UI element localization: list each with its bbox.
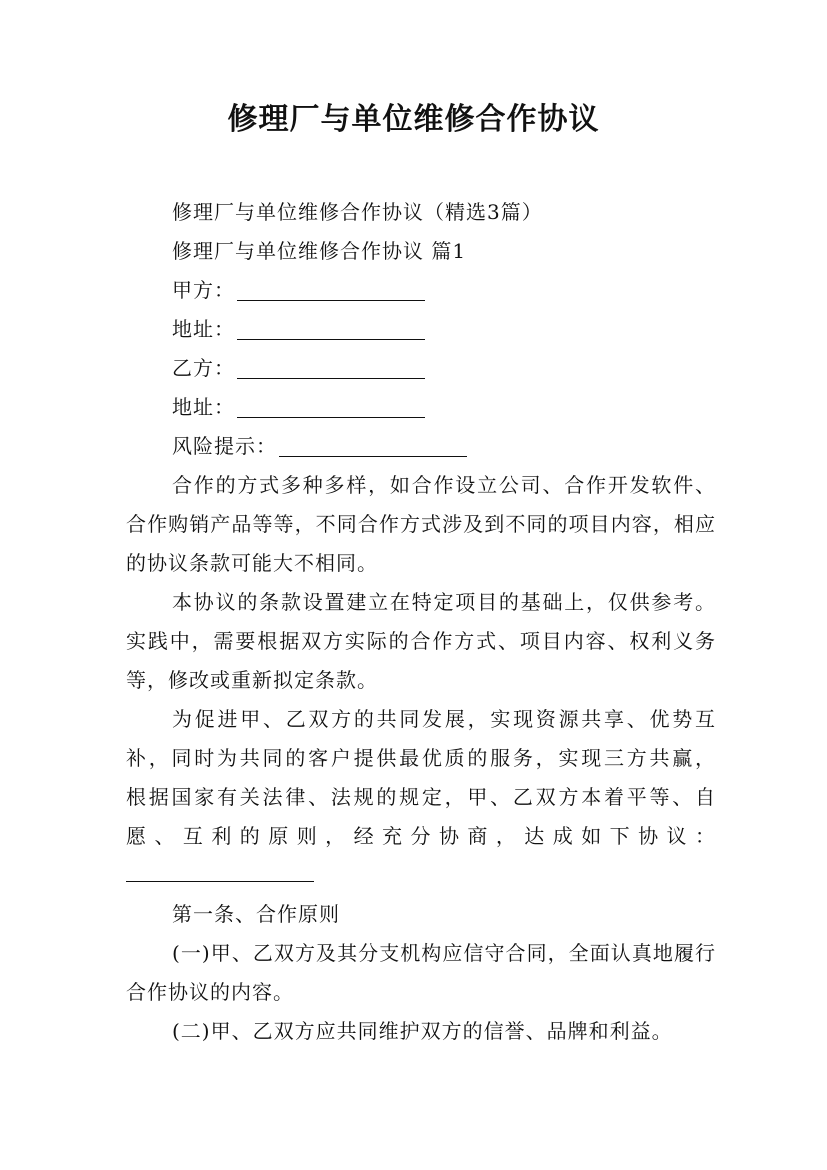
party-a-address-blank xyxy=(237,338,425,340)
party-a-address-label: 地址： xyxy=(172,317,235,341)
risk-notice-label: 风险提示： xyxy=(172,434,277,458)
party-b-label: 乙方： xyxy=(172,356,235,380)
party-a-blank xyxy=(237,299,425,301)
document-body xyxy=(126,193,716,1051)
article-1-heading: 第一条、合作原则 xyxy=(172,902,340,926)
intro-line-4: 愿、互利的原则，经充分协商，达成如下协议： xyxy=(126,824,716,848)
article-1-item-2: (二)甲、乙双方应共同维护双方的信誉、品牌和利益。 xyxy=(172,1019,673,1043)
document-subtitle: 修理厂与单位维修合作协议（精选3篇） xyxy=(172,200,543,224)
party-a-address-field xyxy=(126,310,716,349)
intro-line-3: 根据国家有关法律、法规的规定，甲、乙双方本着平等、自 xyxy=(126,785,716,809)
article-1-item-1: (一)甲、乙双方及其分支机构应信守合同，全面认真地履行合作协议的内容。 xyxy=(126,941,716,1004)
section-heading: 修理厂与单位维修合作协议 篇1 xyxy=(172,239,467,263)
risk-notice-blank xyxy=(279,455,467,457)
intro-line-2: 补，同时为共同的客户提供最优质的服务，实现三方共赢， xyxy=(126,746,716,770)
signature-blank-line xyxy=(126,856,716,895)
party-b-address-field xyxy=(126,388,716,427)
party-a-label: 甲方： xyxy=(172,278,235,302)
document-title: 修理厂与单位维修合作协议 xyxy=(227,102,600,137)
risk-notice-field xyxy=(126,427,716,466)
party-a-field xyxy=(126,271,716,310)
paragraph-intro xyxy=(126,700,716,895)
party-b-blank xyxy=(237,377,425,379)
intro-blank xyxy=(126,880,314,882)
paragraph-reference-note: 本协议的条款设置建立在特定项目的基础上，仅供参考。实践中，需要根据双方实际的合作方式、项目内容、权利义务等，修改或重新拟定条款。 xyxy=(126,590,716,692)
party-b-field xyxy=(126,349,716,388)
paragraph-cooperation-modes: 合作的方式多种多样，如合作设立公司、合作开发软件、合作购销产品等等，不同合作方式涉及到不同的项目内容，相应的协议条款可能大不相同。 xyxy=(126,473,716,575)
party-b-address-label: 地址： xyxy=(172,395,235,419)
party-b-address-blank xyxy=(237,416,425,418)
intro-line-1: 为促进甲、乙双方的共同发展，实现资源共享、优势互 xyxy=(172,707,716,731)
